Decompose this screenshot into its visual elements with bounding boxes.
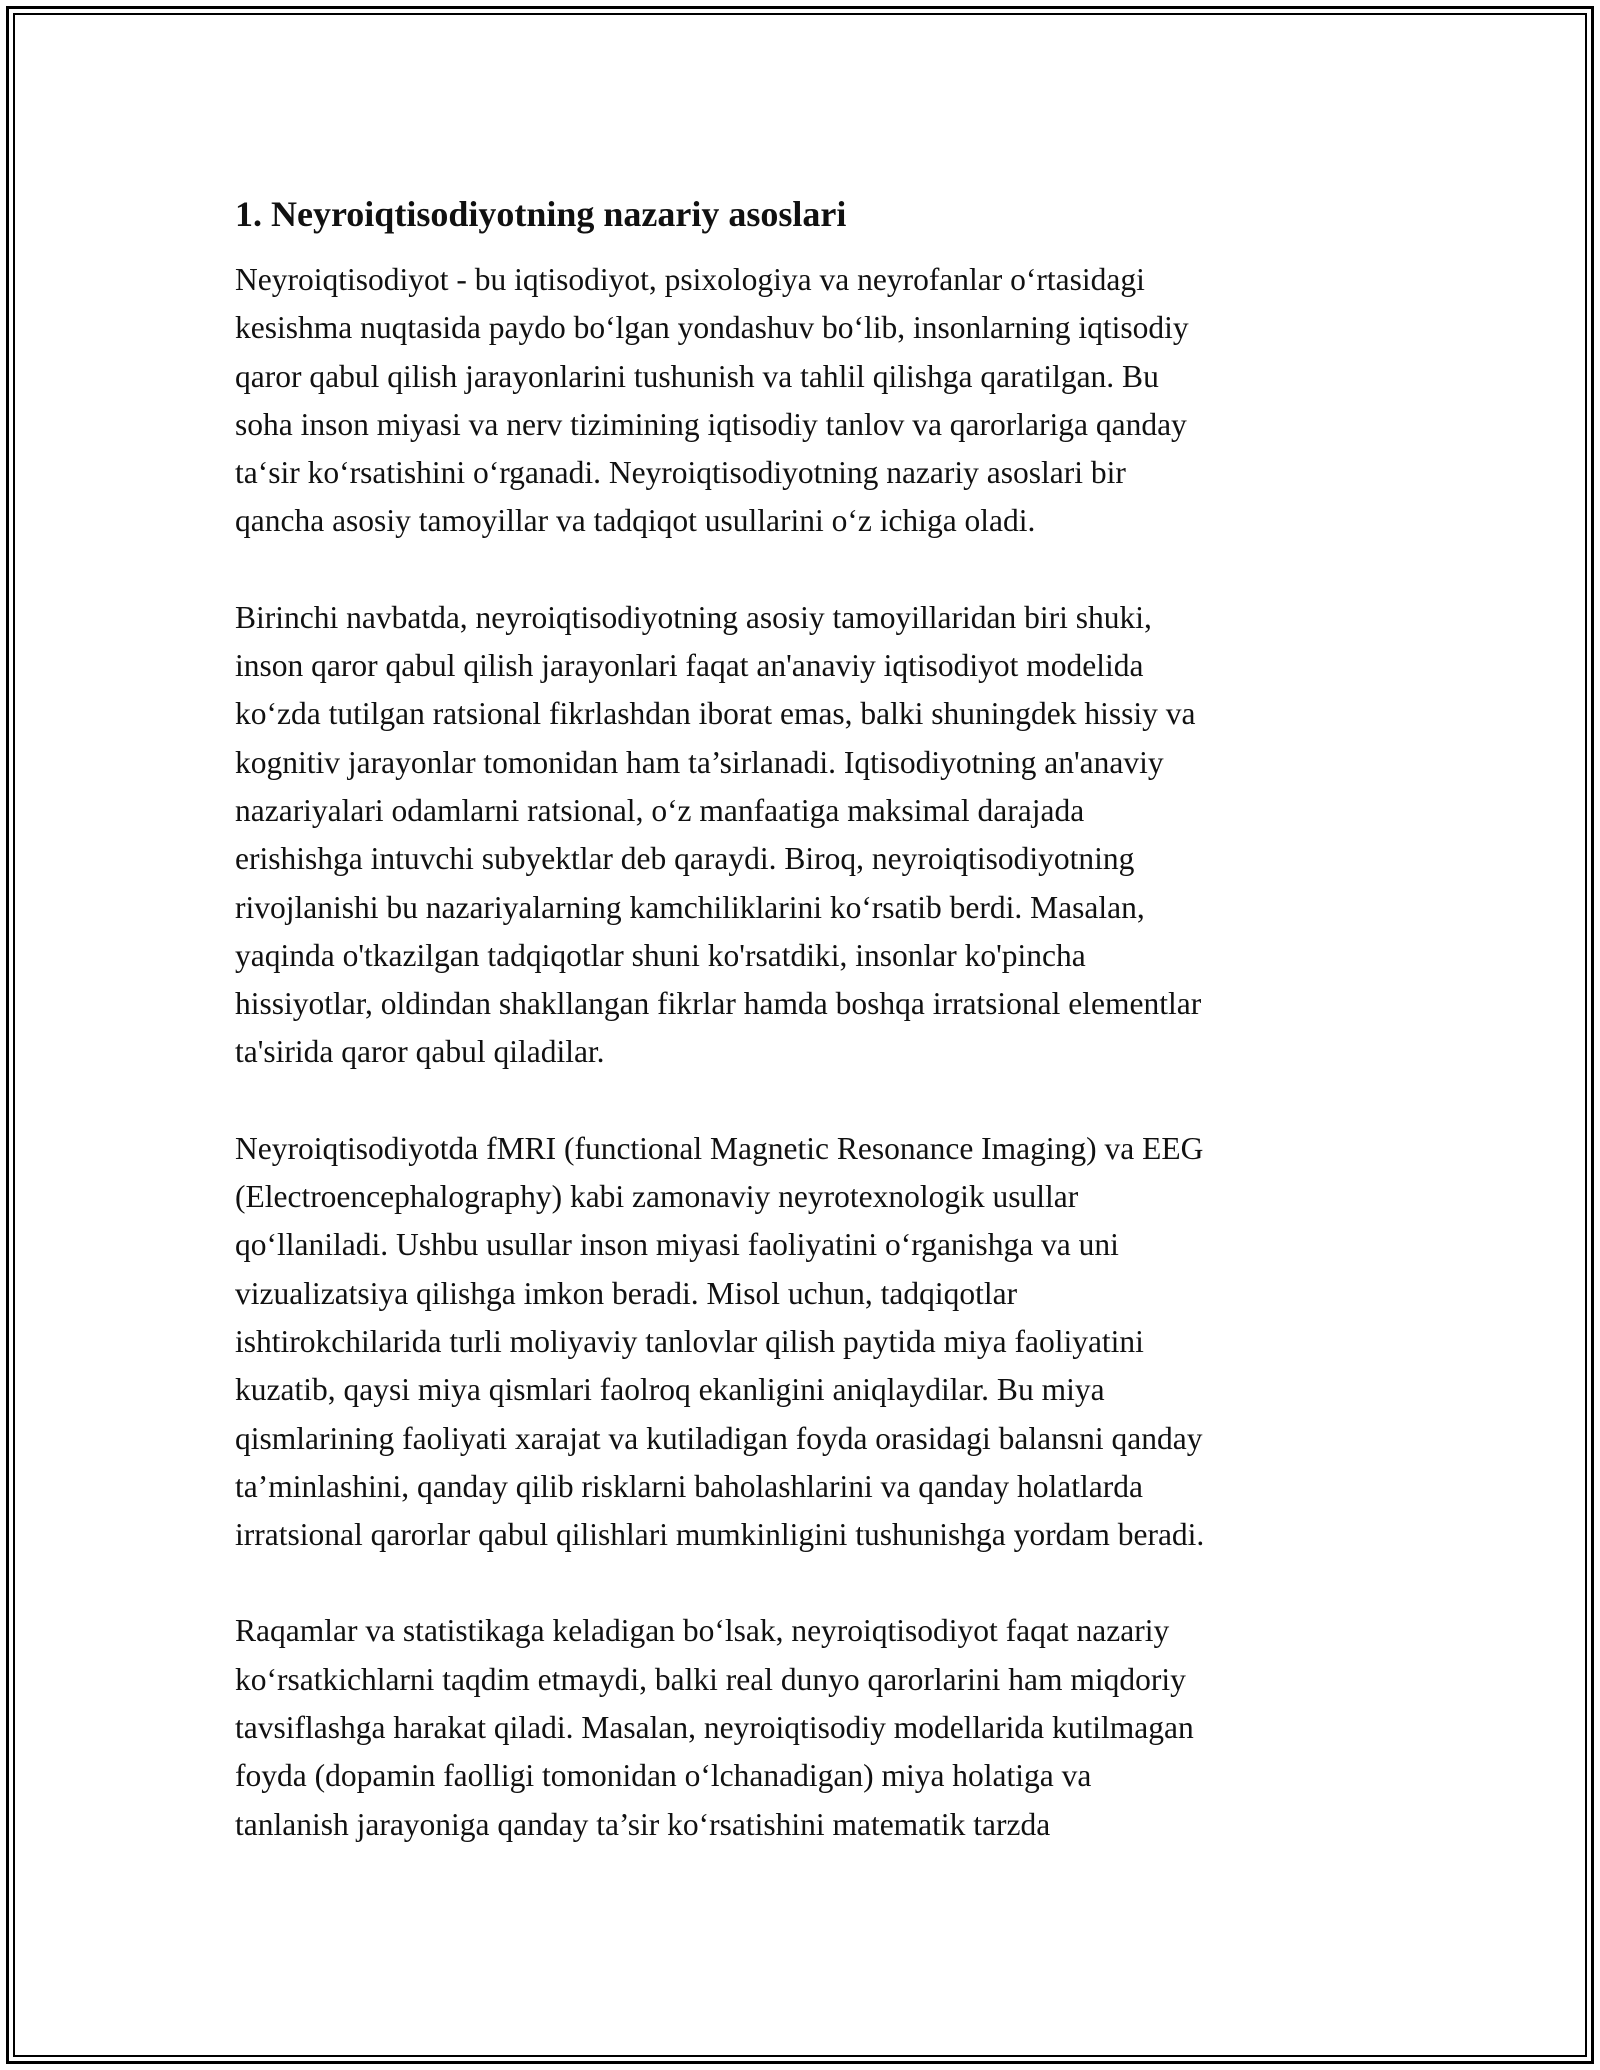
paragraph-line: qancha asosiy tamoyillar va tadqiqot usullarini oʻz ichiga oladi. [235,503,1036,539]
section-heading: 1. Neyroiqtisodiyotning nazariy asoslari [235,194,847,234]
paragraph [235,594,1370,1077]
paragraph-line: kognitiv jarayonlar tomonidan ham ta’sirlanadi. Iqtisodiyotning an'anaviy [235,744,1164,780]
paragraph-line: hissiyotlar, oldindan shakllangan fikrlar hamda boshqa irratsional elementlar [235,986,1202,1022]
paragraph-line: qaror qabul qilish jarayonlarini tushunish va tahlil qilishga qaratilgan. Bu [235,358,1159,394]
paragraph-line: foyda (dopamin faolligi tomonidan oʻlchanadigan) miya holatiga va [235,1758,1092,1794]
paragraph-line: koʻrsatkichlarni taqdim etmaydi, balki real dunyo qarorlarini ham miqdoriy [235,1661,1186,1697]
paragraphs-container [235,256,1370,1849]
paragraph-line: qoʻllaniladi. Ushbu usullar inson miyasi faoliyatini oʻrganishga va uni [235,1227,1119,1263]
paragraph-line: qismlarining faoliyati xarajat va kutiladigan foyda orasidagi balansni qanday [235,1420,1203,1456]
paragraph-line: erishishga intuvchi subyektlar deb qaraydi. Biroq, neyroiqtisodiyotning [235,841,1135,877]
paragraph-line: Neyroiqtisodiyot - bu iqtisodiyot, psixologiya va neyrofanlar oʻrtasidagi [235,262,1145,297]
document-body [235,186,1370,1897]
paragraph [235,1125,1370,1560]
paragraph-line: tavsiflashga harakat qiladi. Masalan, neyroiqtisodiy modellarida kutilmagan [235,1710,1194,1746]
paragraph-line: ishtirokchilarida turli moliyaviy tanlovlar qilish paytida miya faoliyatini [235,1323,1144,1359]
paragraph-line: yaqinda o'tkazilgan tadqiqotlar shuni ko'rsatdiki, insonlar ko'pincha [235,937,1086,973]
paragraph-line: koʻzda tutilgan ratsional fikrlashdan iborat emas, balki shuningdek hissiy va [235,696,1196,732]
paragraph-line: Neyroiqtisodiyotda fMRI (functional Magnetic Resonance Imaging) va EEG [235,1130,1204,1166]
paragraph-line: tanlanish jarayoniga qanday ta’sir koʻrsatishini matematik tarzda [235,1806,1051,1842]
paragraph-line: rivojlanishi bu nazariyalarning kamchiliklarini koʻrsatib berdi. Masalan, [235,889,1145,925]
paragraph [235,1607,1370,1848]
paragraph-line: Raqamlar va statistikaga keladigan boʻlsak, neyroiqtisodiyot faqat nazariy [235,1613,1170,1649]
paragraph-line: nazariyalari odamlarni ratsional, oʻz manfaatiga maksimal darajada [235,792,1085,828]
paragraph-line: kuzatib, qaysi miya qismlari faolroq ekanligini aniqlaydilar. Bu miya [235,1372,1105,1408]
paragraph-line: kesishma nuqtasida paydo boʻlgan yondashuv boʻlib, insonlarning iqtisodiy [235,310,1189,346]
paragraph-line: Birinchi navbatda, neyroiqtisodiyotning asosiy tamoyillaridan biri shuki, [235,599,1152,635]
paragraph-line: soha inson miyasi va nerv tizimining iqtisodiy tanlov va qarorlariga qanday [235,406,1187,442]
paragraph-line: inson qaror qabul qilish jarayonlari faqat an'anaviy iqtisodiyot modelida [235,648,1144,684]
paragraph-line: (Electroencephalography) kabi zamonaviy neyrotexnologik usullar [235,1179,1079,1215]
paragraph-line: vizualizatsiya qilishga imkon beradi. Misol uchun, tadqiqotlar [235,1275,1018,1311]
paragraph [235,256,1370,546]
paragraph-line: ta'sirida qaror qabul qiladilar. [235,1034,605,1070]
paragraph-line: irratsional qarorlar qabul qilishlari mumkinligini tushunishga yordam beradi. [235,1517,1205,1553]
paragraph-line: taʻsir koʻrsatishini oʻrganadi. Neyroiqtisodiyotning nazariy asoslari bir [235,455,1126,491]
paragraph-line: ta’minlashini, qanday qilib risklarni baholashlarini va qanday holatlarda [235,1468,1143,1504]
